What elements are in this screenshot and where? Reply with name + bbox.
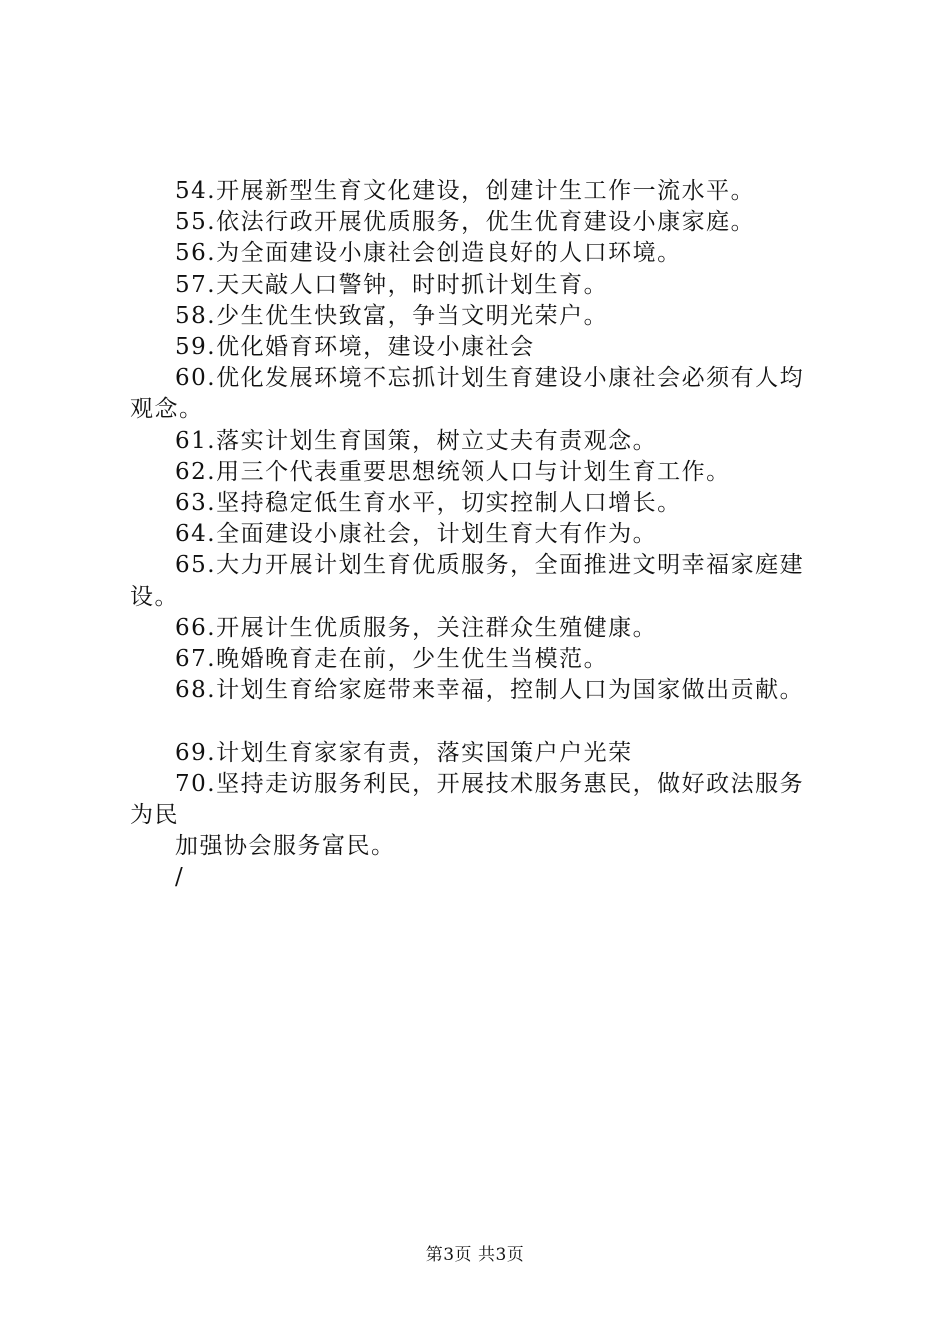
text-line: 56.为全面建设小康社会创造良好的人口环境。: [175, 240, 682, 267]
page-footer: 第3页 共3页: [425, 1245, 525, 1265]
text-line: /: [175, 864, 185, 891]
text-line: 加强协会服务富民。: [175, 833, 396, 860]
text-line: 69.计划生育家家有责，落实国策户户光荣: [175, 739, 633, 766]
text-line: 62.用三个代表重要思想统领人口与计划生育工作。: [175, 458, 731, 485]
text-line: 66.开展计生优质服务，关注群众生殖健康。: [175, 614, 658, 641]
text-line-continuation: 观念。: [130, 396, 204, 423]
text-line-continuation: 设。: [130, 583, 179, 610]
text-line: 55.依法行政开展优质服务，优生优育建设小康家庭。: [175, 209, 756, 236]
text-line: 63.坚持稳定低生育水平，切实控制人口增长。: [175, 490, 682, 517]
blank-line: [130, 706, 840, 737]
text-line: 64.全面建设小康社会，计划生育大有作为。: [175, 521, 658, 548]
text-line: 58.少生优生快致富，争当文明光荣户。: [175, 302, 609, 329]
text-line: 68.计划生育给家庭带来幸福，控制人口为国家做出贡献。: [175, 677, 805, 704]
document-body: [130, 176, 840, 894]
text-line: 54.开展新型生育文化建设，创建计生工作一流水平。: [175, 178, 756, 204]
text-line: 59.优化婚育环境，建设小康社会: [175, 334, 535, 361]
text-line: 70.坚持走访服务利民，开展技术服务惠民，做好政法服务: [175, 770, 805, 797]
text-line: 60.优化发展环境不忘抓计划生育建设小康社会必须有人均: [175, 365, 805, 392]
text-line: 65.大力开展计划生育优质服务，全面推进文明幸福家庭建: [175, 552, 805, 579]
text-line-continuation: 为民: [130, 802, 179, 829]
text-line: 61.落实计划生育国策，树立丈夫有责观念。: [175, 427, 658, 454]
text-line: 57.天天敲人口警钟，时时抓计划生育。: [175, 271, 609, 298]
text-line: 67.晚婚晚育走在前，少生优生当模范。: [175, 646, 609, 673]
